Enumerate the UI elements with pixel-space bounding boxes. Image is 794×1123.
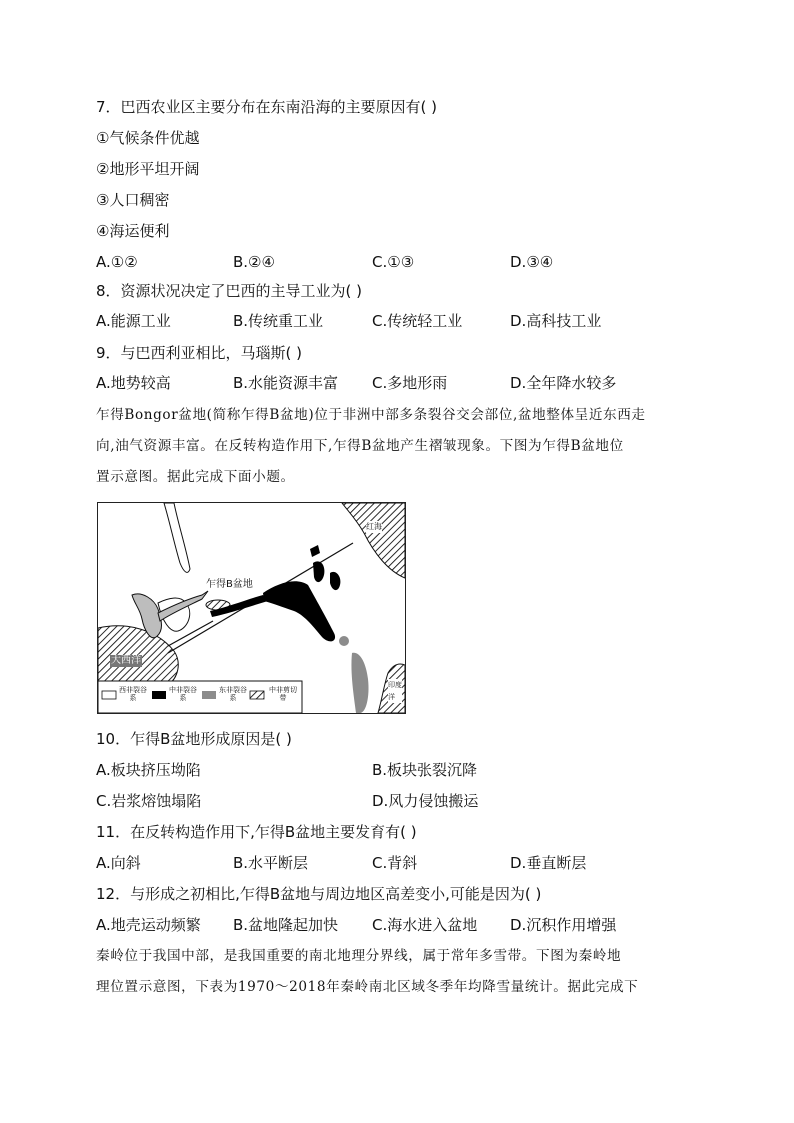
indian-ocean-label: 印度洋 [388,681,402,701]
east-rift-2 [351,653,368,713]
q7-option-b[interactable]: B.②④ [233,253,275,271]
central-rift-2 [263,581,335,641]
q9-option-b[interactable]: B.水能资源丰富 [233,374,339,392]
q9-option-a[interactable]: A.地势较高 [96,374,171,392]
central-rift-5 [330,572,340,590]
q10-option-a[interactable]: A.板块挤压坳陷 [96,761,201,779]
east-rift-1 [339,636,349,646]
q8-option-b[interactable]: B.传统重工业 [233,312,324,330]
q9-stem: 9．与巴西利亚相比，马瑙斯( ) [96,344,303,362]
q7-stem: 7．巴西农业区主要分布在东南沿海的主要原因有( ) [96,98,438,116]
q12-option-a[interactable]: A.地壳运动频繁 [96,916,201,934]
q7-item-4: ④海运便利 [96,222,170,240]
q7-option-a[interactable]: A.①② [96,253,138,271]
q11-option-b[interactable]: B.水平断层 [233,854,309,872]
legend-west-label: 西非裂谷系 [119,686,147,702]
legend-swatch-west [102,691,116,699]
q7-item-1: ①气候条件优越 [96,129,200,147]
west-rift-1 [164,503,190,572]
q8-option-c[interactable]: C.传统轻工业 [372,312,463,330]
q10-stem: 10．乍得B盆地形成原因是( ) [96,730,292,748]
legend-shear-label: 中非剪切带 [269,686,297,702]
legend-swatch-east [202,691,216,699]
q7-item-3: ③人口稠密 [96,191,170,209]
basin-label: 乍得B盆地 [206,579,253,590]
q9-option-c[interactable]: C.多地形雨 [372,374,448,392]
central-rift-4 [310,545,320,557]
q8-option-d[interactable]: D.高科技工业 [510,312,602,330]
legend-central-label: 中非裂谷系 [169,686,197,702]
map-drawing [98,503,405,713]
passage1-line-1: 乍得Bongor盆地(简称乍得B盆地)位于非洲中部多条裂谷交会部位,盆地整体呈近东西走 [96,407,646,423]
central-rift-3 [313,561,324,582]
passage1-line-2: 向,油气资源丰富。在反转构造作用下,乍得B盆地产生褶皱现象。下图为乍得B盆地位 [96,438,624,454]
passage1-line-3: 置示意图。据此完成下面小题。 [96,469,295,485]
q7-option-c[interactable]: C.①③ [372,253,415,271]
q12-option-c[interactable]: C.海水进入盆地 [372,916,478,934]
red-sea [342,503,405,578]
legend-swatch-central [152,691,166,699]
passage2-line-1: 秦岭位于我国中部，是我国重要的南北地理分界线，属于常年多雪带。下图为秦岭地 [96,948,622,964]
q8-stem: 8．资源状况决定了巴西的主导工业为( ) [96,282,363,300]
q11-stem: 11．在反转构造作用下,乍得B盆地主要发育有( ) [96,823,417,841]
legend-swatch-shear [250,691,264,699]
q12-option-b[interactable]: B.盆地隆起加快 [233,916,339,934]
ocean-label: 大西洋 [111,655,141,666]
chad-basin-map [97,502,406,714]
q10-option-c[interactable]: C.岩浆熔蚀塌陷 [96,792,202,810]
q8-option-a[interactable]: A.能源工业 [96,312,171,330]
red-sea-label: 红海 [366,522,382,531]
passage2-line-2: 理位置示意图，下表为1970～2018年秦岭南北区域冬季年均降雪量统计。据此完成下 [96,979,639,995]
q12-option-d[interactable]: D.沉积作用增强 [510,916,617,934]
q11-option-c[interactable]: C.背斜 [372,854,418,872]
q7-option-d[interactable]: D.③④ [510,253,554,271]
q12-stem: 12．与形成之初相比,乍得B盆地与周边地区高差变小,可能是因为( ) [96,885,542,903]
q10-option-d[interactable]: D.风力侵蚀搬运 [372,792,479,810]
legend-east-label: 东非裂谷系 [219,686,247,702]
q10-option-b[interactable]: B.板块张裂沉降 [372,761,478,779]
q7-item-2: ②地形平坦开阔 [96,160,200,178]
q11-option-d[interactable]: D.垂直断层 [510,854,587,872]
q9-option-d[interactable]: D.全年降水较多 [510,374,617,392]
q11-option-a[interactable]: A.向斜 [96,854,141,872]
